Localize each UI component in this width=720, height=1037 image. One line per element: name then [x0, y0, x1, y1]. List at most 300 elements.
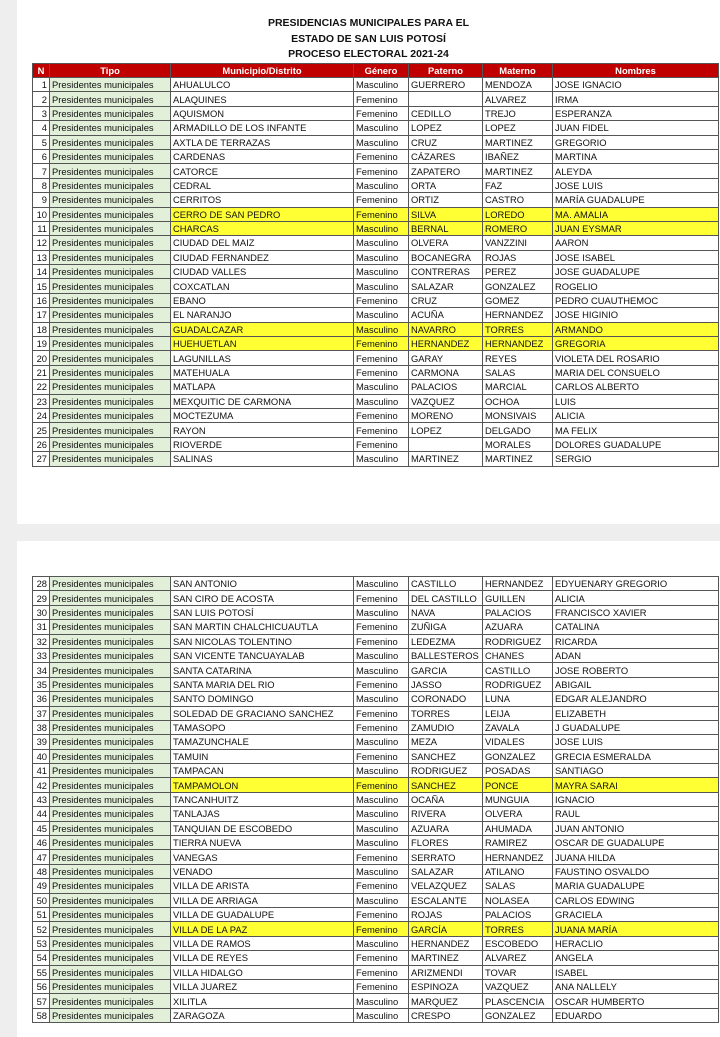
row-nombres: MAYRA SARAI: [553, 778, 719, 792]
table-row: [33, 193, 719, 207]
row-tipo: Presidentes municipales: [50, 907, 171, 921]
table-row: [33, 778, 719, 792]
row-materno: LUNA: [483, 692, 553, 706]
table-row: [33, 121, 719, 135]
row-genero: Femenino: [354, 720, 409, 734]
row-materno: GONZALEZ: [483, 749, 553, 763]
row-tipo: Presidentes municipales: [50, 577, 171, 591]
row-materno: ROJAS: [483, 250, 553, 264]
table-row: [33, 907, 719, 921]
row-number: 53: [33, 936, 50, 950]
row-paterno: ORTA: [409, 178, 483, 192]
row-tipo: Presidentes municipales: [50, 692, 171, 706]
row-municipio: TAMPAMOLON: [171, 778, 354, 792]
row-tipo: Presidentes municipales: [50, 792, 171, 806]
row-tipo: Presidentes municipales: [50, 337, 171, 351]
header-genero: Género: [354, 64, 409, 78]
row-materno: POSADAS: [483, 764, 553, 778]
table-row: [33, 408, 719, 422]
row-tipo: Presidentes municipales: [50, 936, 171, 950]
row-nombres: CARLOS ALBERTO: [553, 380, 719, 394]
row-genero: Femenino: [354, 850, 409, 864]
row-materno: LOPEZ: [483, 121, 553, 135]
row-paterno: DEL CASTILLO: [409, 591, 483, 605]
row-paterno: ROJAS: [409, 907, 483, 921]
row-materno: TOVAR: [483, 965, 553, 979]
document-page-2: [17, 541, 720, 1037]
row-nombres: ROGELIO: [553, 279, 719, 293]
row-municipio: SANTO DOMINGO: [171, 692, 354, 706]
table-row: [33, 663, 719, 677]
row-materno: MARCIAL: [483, 380, 553, 394]
row-number: 41: [33, 764, 50, 778]
row-tipo: Presidentes municipales: [50, 951, 171, 965]
row-genero: Masculino: [354, 279, 409, 293]
table-row: [33, 792, 719, 806]
row-nombres: ABIGAIL: [553, 677, 719, 691]
row-paterno: CÁZARES: [409, 149, 483, 163]
row-number: 55: [33, 965, 50, 979]
row-nombres: VIOLETA DEL ROSARIO: [553, 351, 719, 365]
row-number: 39: [33, 735, 50, 749]
row-tipo: Presidentes municipales: [50, 308, 171, 322]
row-municipio: SAN LUIS POTOSÍ: [171, 605, 354, 619]
row-municipio: VILLA HIDALGO: [171, 965, 354, 979]
row-number: 46: [33, 836, 50, 850]
row-genero: Femenino: [354, 365, 409, 379]
row-nombres: EDGAR ALEJANDRO: [553, 692, 719, 706]
row-number: 37: [33, 706, 50, 720]
row-materno: TORRES: [483, 922, 553, 936]
row-paterno: CEDILLO: [409, 106, 483, 120]
row-number: 54: [33, 951, 50, 965]
row-number: 1: [33, 78, 50, 92]
row-paterno: NAVA: [409, 605, 483, 619]
table-header-row: [33, 64, 719, 78]
row-materno: CHANES: [483, 648, 553, 662]
row-paterno: MORENO: [409, 408, 483, 422]
row-tipo: Presidentes municipales: [50, 207, 171, 221]
row-paterno: TORRES: [409, 706, 483, 720]
row-paterno: MEZA: [409, 735, 483, 749]
row-paterno: OCAÑA: [409, 792, 483, 806]
row-paterno: SALAZAR: [409, 864, 483, 878]
row-number: 11: [33, 221, 50, 235]
header-nombres: Nombres: [553, 64, 719, 78]
row-tipo: Presidentes municipales: [50, 279, 171, 293]
row-nombres: FRANCISCO XAVIER: [553, 605, 719, 619]
row-paterno: ACUÑA: [409, 308, 483, 322]
row-materno: TREJO: [483, 106, 553, 120]
row-number: 47: [33, 850, 50, 864]
row-materno: MORALES: [483, 437, 553, 451]
row-materno: REYES: [483, 351, 553, 365]
row-paterno: CONTRERAS: [409, 265, 483, 279]
table-row: [33, 864, 719, 878]
row-nombres: ALEYDA: [553, 164, 719, 178]
row-municipio: ZARAGOZA: [171, 1008, 354, 1022]
row-genero: Femenino: [354, 92, 409, 106]
header-materno: Materno: [483, 64, 553, 78]
table-row: [33, 351, 719, 365]
row-materno: MARTINEZ: [483, 164, 553, 178]
row-genero: Masculino: [354, 605, 409, 619]
table-row: [33, 965, 719, 979]
table-row: [33, 605, 719, 619]
row-municipio: LAGUNILLAS: [171, 351, 354, 365]
row-materno: HERNANDEZ: [483, 308, 553, 322]
row-paterno: [409, 437, 483, 451]
row-municipio: CERRITOS: [171, 193, 354, 207]
row-paterno: SANCHEZ: [409, 749, 483, 763]
table-row: [33, 78, 719, 92]
table-row: [33, 337, 719, 351]
row-materno: VIDALES: [483, 735, 553, 749]
row-number: 28: [33, 577, 50, 591]
row-municipio: SAN ANTONIO: [171, 577, 354, 591]
row-genero: Femenino: [354, 408, 409, 422]
row-municipio: SAN CIRO DE ACOSTA: [171, 591, 354, 605]
row-tipo: Presidentes municipales: [50, 749, 171, 763]
row-number: 40: [33, 749, 50, 763]
row-nombres: IGNACIO: [553, 792, 719, 806]
table-row: [33, 1008, 719, 1022]
table-row: [33, 207, 719, 221]
row-number: 35: [33, 677, 50, 691]
row-nombres: HERACLIO: [553, 936, 719, 950]
row-municipio: VENADO: [171, 864, 354, 878]
table-row: [33, 591, 719, 605]
row-genero: Masculino: [354, 250, 409, 264]
row-genero: Masculino: [354, 452, 409, 466]
row-tipo: Presidentes municipales: [50, 836, 171, 850]
row-municipio: SALINAS: [171, 452, 354, 466]
row-number: 12: [33, 236, 50, 250]
row-genero: Femenino: [354, 922, 409, 936]
row-nombres: JOSE LUIS: [553, 178, 719, 192]
row-number: 21: [33, 365, 50, 379]
row-materno: OCHOA: [483, 394, 553, 408]
row-nombres: MA FELIX: [553, 423, 719, 437]
row-municipio: TAMUIN: [171, 749, 354, 763]
row-nombres: SANTIAGO: [553, 764, 719, 778]
row-tipo: Presidentes municipales: [50, 452, 171, 466]
row-number: 17: [33, 308, 50, 322]
row-municipio: EBANO: [171, 293, 354, 307]
table-row: [33, 279, 719, 293]
row-materno: CASTRO: [483, 193, 553, 207]
row-genero: Masculino: [354, 936, 409, 950]
header-municipio: Municipio/Distrito: [171, 64, 354, 78]
row-genero: Masculino: [354, 322, 409, 336]
row-paterno: LOPEZ: [409, 121, 483, 135]
table-row: [33, 164, 719, 178]
row-nombres: ALICIA: [553, 591, 719, 605]
row-genero: Femenino: [354, 149, 409, 163]
row-nombres: SERGIO: [553, 452, 719, 466]
table-row: [33, 308, 719, 322]
row-tipo: Presidentes municipales: [50, 634, 171, 648]
row-number: 10: [33, 207, 50, 221]
row-materno: MONSIVAIS: [483, 408, 553, 422]
row-materno: RAMIREZ: [483, 836, 553, 850]
row-municipio: ARMADILLO DE LOS INFANTE: [171, 121, 354, 135]
row-genero: Femenino: [354, 351, 409, 365]
table-row: [33, 850, 719, 864]
row-materno: HERNANDEZ: [483, 850, 553, 864]
row-municipio: TIERRA NUEVA: [171, 836, 354, 850]
row-municipio: VILLA DE LA PAZ: [171, 922, 354, 936]
row-paterno: FLORES: [409, 836, 483, 850]
row-nombres: JUAN FIDEL: [553, 121, 719, 135]
row-materno: TORRES: [483, 322, 553, 336]
row-nombres: JUAN ANTONIO: [553, 821, 719, 835]
row-municipio: GUADALCAZAR: [171, 322, 354, 336]
table-row: [33, 936, 719, 950]
row-number: 32: [33, 634, 50, 648]
row-tipo: Presidentes municipales: [50, 250, 171, 264]
row-genero: Femenino: [354, 423, 409, 437]
row-municipio: VILLA JUAREZ: [171, 979, 354, 993]
table-row: [33, 807, 719, 821]
row-municipio: VILLA DE ARISTA: [171, 879, 354, 893]
row-tipo: Presidentes municipales: [50, 221, 171, 235]
row-genero: Masculino: [354, 764, 409, 778]
row-tipo: Presidentes municipales: [50, 293, 171, 307]
row-materno: PALACIOS: [483, 605, 553, 619]
row-tipo: Presidentes municipales: [50, 778, 171, 792]
header-tipo: Tipo: [50, 64, 171, 78]
table-row: [33, 423, 719, 437]
table-row: [33, 735, 719, 749]
row-nombres: JUANA MARÍA: [553, 922, 719, 936]
table-row: [33, 293, 719, 307]
row-number: 18: [33, 322, 50, 336]
table-row: [33, 634, 719, 648]
row-materno: MUNGUIA: [483, 792, 553, 806]
row-nombres: ELIZABETH: [553, 706, 719, 720]
row-tipo: Presidentes municipales: [50, 236, 171, 250]
table-row: [33, 380, 719, 394]
row-tipo: Presidentes municipales: [50, 437, 171, 451]
row-nombres: EDUARDO: [553, 1008, 719, 1022]
row-nombres: OSCAR DE GUADALUPE: [553, 836, 719, 850]
row-nombres: PEDRO CUAUTHEMOC: [553, 293, 719, 307]
row-materno: FAZ: [483, 178, 553, 192]
row-materno: NOLASEA: [483, 893, 553, 907]
row-genero: Femenino: [354, 207, 409, 221]
row-genero: Femenino: [354, 677, 409, 691]
row-genero: Femenino: [354, 879, 409, 893]
row-genero: Femenino: [354, 293, 409, 307]
row-materno: MARTINEZ: [483, 135, 553, 149]
row-materno: HERNANDEZ: [483, 577, 553, 591]
table-row: [33, 836, 719, 850]
table-row: [33, 879, 719, 893]
title-line-2: ESTADO DE SAN LUIS POTOSÍ: [291, 32, 446, 45]
table-row: [33, 265, 719, 279]
row-municipio: SAN MARTIN CHALCHICUAUTLA: [171, 620, 354, 634]
row-paterno: BALLESTEROS: [409, 648, 483, 662]
row-tipo: Presidentes municipales: [50, 78, 171, 92]
row-paterno: VAZQUEZ: [409, 394, 483, 408]
row-materno: ROMERO: [483, 221, 553, 235]
row-materno: RODRIGUEZ: [483, 677, 553, 691]
row-number: 51: [33, 907, 50, 921]
row-municipio: TAMAZUNCHALE: [171, 735, 354, 749]
row-materno: AZUARA: [483, 620, 553, 634]
row-genero: Masculino: [354, 893, 409, 907]
row-paterno: RIVERA: [409, 807, 483, 821]
row-nombres: RAUL: [553, 807, 719, 821]
row-number: 22: [33, 380, 50, 394]
row-number: 43: [33, 792, 50, 806]
row-tipo: Presidentes municipales: [50, 994, 171, 1008]
row-number: 58: [33, 1008, 50, 1022]
row-tipo: Presidentes municipales: [50, 178, 171, 192]
row-nombres: CATALINA: [553, 620, 719, 634]
row-number: 2: [33, 92, 50, 106]
row-tipo: Presidentes municipales: [50, 322, 171, 336]
row-municipio: TAMPACAN: [171, 764, 354, 778]
row-nombres: ADAN: [553, 648, 719, 662]
row-nombres: CARLOS EDWING: [553, 893, 719, 907]
row-paterno: ESPINOZA: [409, 979, 483, 993]
row-municipio: HUEHUETLAN: [171, 337, 354, 351]
row-number: 31: [33, 620, 50, 634]
row-number: 52: [33, 922, 50, 936]
table-row: [33, 922, 719, 936]
row-nombres: LUIS: [553, 394, 719, 408]
title-line-1: PRESIDENCIAS MUNICIPALES PARA EL: [267, 17, 470, 29]
row-materno: ATILANO: [483, 864, 553, 878]
row-materno: ALVAREZ: [483, 951, 553, 965]
row-genero: Femenino: [354, 907, 409, 921]
row-municipio: CERRO DE SAN PEDRO: [171, 207, 354, 221]
table-row: [33, 149, 719, 163]
row-nombres: J GUADALUPE: [553, 720, 719, 734]
row-nombres: JOSE GUADALUPE: [553, 265, 719, 279]
row-materno: PEREZ: [483, 265, 553, 279]
row-paterno: CARMONA: [409, 365, 483, 379]
row-genero: Masculino: [354, 792, 409, 806]
table-row: [33, 821, 719, 835]
row-municipio: EL NARANJO: [171, 308, 354, 322]
row-nombres: ARMANDO: [553, 322, 719, 336]
row-number: 16: [33, 293, 50, 307]
row-paterno: SALAZAR: [409, 279, 483, 293]
row-genero: Masculino: [354, 836, 409, 850]
row-paterno: GARCIA: [409, 663, 483, 677]
row-nombres: MARTINA: [553, 149, 719, 163]
row-municipio: CEDRAL: [171, 178, 354, 192]
row-genero: Masculino: [354, 394, 409, 408]
row-paterno: ARIZMENDI: [409, 965, 483, 979]
row-paterno: NAVARRO: [409, 322, 483, 336]
row-genero: Masculino: [354, 121, 409, 135]
row-municipio: XILITLA: [171, 994, 354, 1008]
row-number: 38: [33, 720, 50, 734]
row-number: 8: [33, 178, 50, 192]
row-tipo: Presidentes municipales: [50, 720, 171, 734]
row-genero: Masculino: [354, 735, 409, 749]
row-paterno: SILVA: [409, 207, 483, 221]
row-municipio: TANLAJAS: [171, 807, 354, 821]
row-materno: SALAS: [483, 879, 553, 893]
row-nombres: GRACIELA: [553, 907, 719, 921]
row-tipo: Presidentes municipales: [50, 92, 171, 106]
row-nombres: ESPERANZA: [553, 106, 719, 120]
row-genero: Masculino: [354, 663, 409, 677]
row-number: 44: [33, 807, 50, 821]
row-number: 33: [33, 648, 50, 662]
row-paterno: SERRATO: [409, 850, 483, 864]
row-number: 20: [33, 351, 50, 365]
table-row: [33, 135, 719, 149]
table-row: [33, 648, 719, 662]
document-page-1: [17, 0, 720, 524]
row-nombres: ISABEL: [553, 965, 719, 979]
row-number: 4: [33, 121, 50, 135]
table-row: [33, 720, 719, 734]
table-row: [33, 236, 719, 250]
row-materno: MENDOZA: [483, 78, 553, 92]
row-municipio: SAN NICOLAS TOLENTINO: [171, 634, 354, 648]
row-municipio: AHUALULCO: [171, 78, 354, 92]
row-number: 7: [33, 164, 50, 178]
row-tipo: Presidentes municipales: [50, 979, 171, 993]
row-number: 9: [33, 193, 50, 207]
row-paterno: ZAPATERO: [409, 164, 483, 178]
row-municipio: MATEHUALA: [171, 365, 354, 379]
row-municipio: SANTA MARIA DEL RIO: [171, 677, 354, 691]
row-nombres: GREGORIA: [553, 337, 719, 351]
row-number: 25: [33, 423, 50, 437]
row-nombres: GRECIA ESMERALDA: [553, 749, 719, 763]
row-municipio: MOCTEZUMA: [171, 408, 354, 422]
row-materno: HERNANDEZ: [483, 337, 553, 351]
row-paterno: CORONADO: [409, 692, 483, 706]
row-materno: OLVERA: [483, 807, 553, 821]
row-materno: IBAÑEZ: [483, 149, 553, 163]
table-row: [33, 979, 719, 993]
table-row: [33, 250, 719, 264]
row-municipio: VILLA DE RAMOS: [171, 936, 354, 950]
row-tipo: Presidentes municipales: [50, 265, 171, 279]
row-municipio: MEXQUITIC DE CARMONA: [171, 394, 354, 408]
row-materno: PALACIOS: [483, 907, 553, 921]
row-number: 36: [33, 692, 50, 706]
row-nombres: OSCAR HUMBERTO: [553, 994, 719, 1008]
row-tipo: Presidentes municipales: [50, 121, 171, 135]
row-genero: Masculino: [354, 577, 409, 591]
row-number: 24: [33, 408, 50, 422]
row-genero: Masculino: [354, 821, 409, 835]
row-paterno: BOCANEGRA: [409, 250, 483, 264]
row-materno: GONZALEZ: [483, 1008, 553, 1022]
row-municipio: CIUDAD VALLES: [171, 265, 354, 279]
row-paterno: CRUZ: [409, 135, 483, 149]
row-genero: Femenino: [354, 106, 409, 120]
row-materno: SALAS: [483, 365, 553, 379]
row-genero: Femenino: [354, 706, 409, 720]
row-paterno: SANCHEZ: [409, 778, 483, 792]
row-municipio: ALAQUINES: [171, 92, 354, 106]
row-number: 49: [33, 879, 50, 893]
table-row: [33, 178, 719, 192]
row-municipio: COXCATLAN: [171, 279, 354, 293]
row-genero: Masculino: [354, 380, 409, 394]
